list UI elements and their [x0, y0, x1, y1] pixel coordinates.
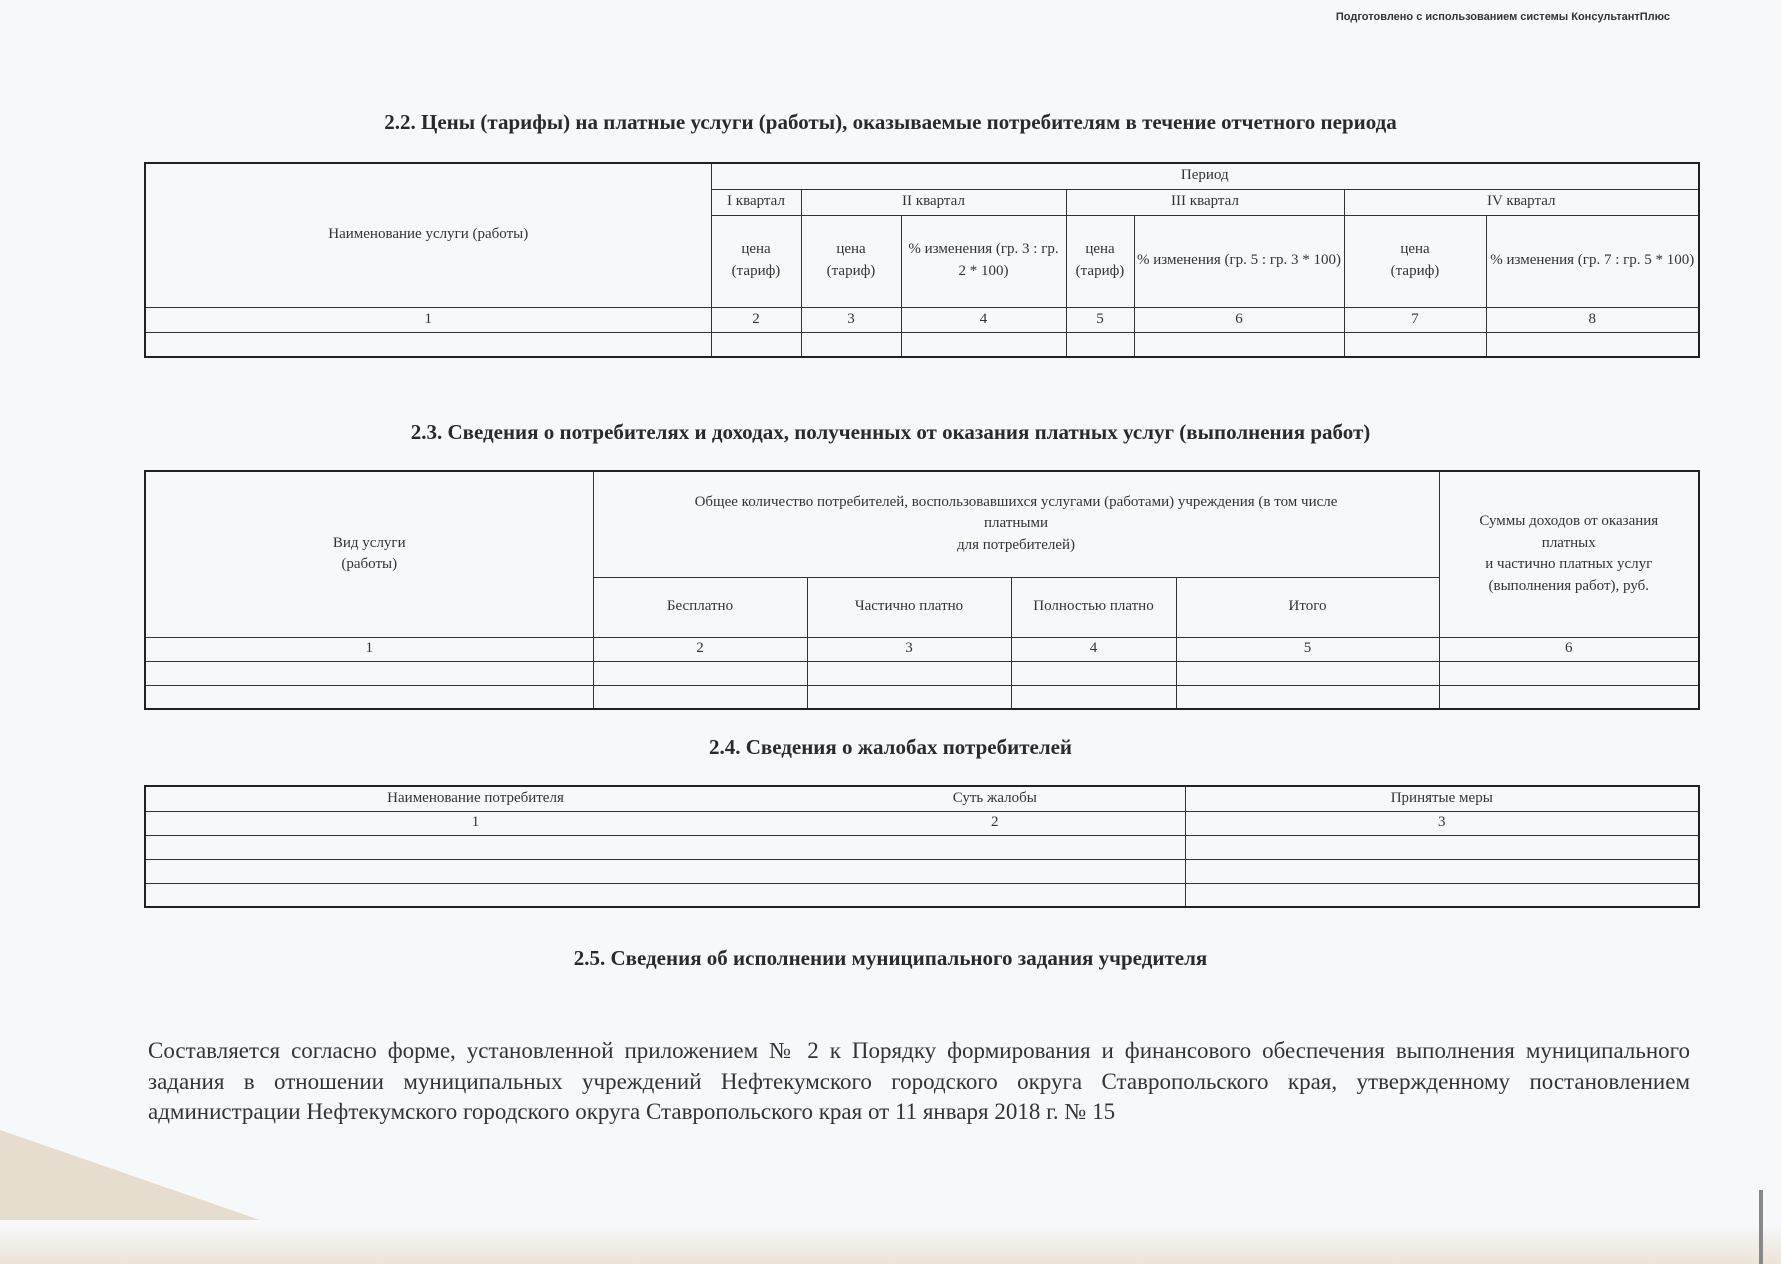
free-header: Бесплатно	[593, 577, 807, 637]
income-header	[1439, 471, 1699, 637]
empty-cell	[593, 661, 807, 685]
page-edge-shadow	[0, 1224, 1781, 1264]
table-row	[145, 661, 1699, 685]
complaints-table	[144, 785, 1700, 908]
complaints-header-labels	[146, 788, 1185, 810]
income-header-line: и частично платных услуг	[1485, 556, 1653, 573]
header-note: Подготовлено с использованием системы КонсультантПлюс	[1335, 11, 1670, 23]
quarter-3-header: III квартал	[1066, 189, 1344, 215]
empty-cell	[1011, 661, 1176, 685]
price-q1-header	[711, 215, 801, 307]
table-row	[145, 685, 1699, 709]
column-number: 1	[145, 637, 593, 661]
column-number: 2	[593, 637, 807, 661]
column-number: 4	[1011, 637, 1176, 661]
empty-cell	[801, 332, 901, 357]
period-header: Период	[711, 163, 1699, 189]
change-q4-header: % изменения (гр. 7 : гр. 5 * 100)	[1486, 215, 1699, 307]
tariff-label: (тариф)	[1390, 263, 1440, 279]
service-type-label: Вид услуги	[332, 534, 406, 551]
complaints-numbers-left	[145, 811, 1185, 835]
total-header: Итого	[1176, 577, 1439, 637]
section-2-4-title: 2.4. Сведения о жалобах потребителей	[708, 735, 1073, 759]
consumers-header-line: платными	[984, 515, 1048, 532]
empty-cell	[1185, 883, 1699, 907]
empty-cell	[711, 332, 801, 357]
empty-cell	[807, 685, 1011, 709]
column-number: 2	[711, 307, 801, 332]
tariff-label: (тариф)	[826, 263, 876, 279]
assignment-paragraph: Составляется согласно форме, установленной приложением № 2 к Порядку формирования и финансового обеспечения выполнения муниципального задания в отношении муниципальных учреждений Нефтекумского городского округа Ставропольского края, утвержденному постановлением администрации Нефтекумского городского округа Ставропольского края от 11 января 2018 г. № 15	[148, 1038, 1690, 1125]
service-type-sublabel: (работы)	[341, 556, 398, 573]
table-row	[145, 859, 1699, 883]
empty-cell	[1185, 835, 1699, 859]
column-number: 3	[807, 637, 1011, 661]
income-header-line: (выполнения работ), руб.	[1488, 578, 1650, 594]
price-label: цена	[836, 241, 866, 258]
col-service-type	[145, 471, 593, 637]
consumers-header	[593, 471, 1439, 577]
consumers-header-line: для потребителей)	[957, 537, 1076, 554]
col-service-name: Наименование услуги (работы)	[145, 163, 711, 307]
tariff-label: (тариф)	[731, 263, 781, 279]
column-number: 4	[901, 307, 1066, 332]
empty-cell	[145, 332, 711, 357]
col-consumer-name: Наименование потребителя	[387, 789, 564, 806]
empty-cell	[1344, 332, 1486, 357]
column-number: 5	[1176, 637, 1439, 661]
empty-cell	[145, 883, 1185, 907]
price-label: цена	[1085, 241, 1115, 258]
price-q3-header	[1066, 215, 1134, 307]
income-header-line: платных	[1541, 534, 1596, 551]
col-measures-taken: Принятые меры	[1185, 786, 1699, 811]
empty-cell	[145, 859, 1185, 883]
consumers-table	[144, 470, 1700, 710]
prices-table	[144, 162, 1700, 358]
complaints-header-left	[145, 786, 1185, 811]
tariff-label: (тариф)	[1075, 263, 1125, 279]
scan-edge-mark	[1759, 1190, 1763, 1264]
empty-cell	[1176, 661, 1439, 685]
column-number: 1	[471, 814, 480, 831]
section-2-5-title: 2.5. Сведения об исполнении муниципального задания учредителя	[573, 946, 1208, 970]
column-number: 1	[145, 307, 711, 332]
column-number: 6	[1439, 637, 1699, 661]
price-label: цена	[741, 241, 771, 258]
column-number: 3	[1185, 811, 1699, 835]
change-q3-header: % изменения (гр. 5 : гр. 3 * 100)	[1134, 215, 1344, 307]
empty-cell	[145, 661, 593, 685]
empty-cell	[1486, 332, 1699, 357]
empty-cell	[1185, 859, 1699, 883]
table-row	[145, 332, 1699, 357]
empty-cell	[1176, 685, 1439, 709]
empty-cell	[145, 685, 593, 709]
price-q2-header	[801, 215, 901, 307]
price-q4-header	[1344, 215, 1486, 307]
table-row	[145, 883, 1699, 907]
empty-cell	[1439, 685, 1699, 709]
column-number: 7	[1344, 307, 1486, 332]
empty-cell	[145, 835, 1185, 859]
column-number: 5	[1066, 307, 1134, 332]
column-number: 6	[1134, 307, 1344, 332]
partial-header: Частично платно	[807, 577, 1011, 637]
complaints-number-labels	[146, 812, 1185, 834]
column-numbers-row	[145, 637, 1699, 661]
empty-cell	[1011, 685, 1176, 709]
quarter-1-header: I квартал	[711, 189, 801, 215]
empty-cell	[593, 685, 807, 709]
empty-cell	[1066, 332, 1134, 357]
empty-cell	[901, 332, 1066, 357]
col-complaint-essence: Суть жалобы	[952, 789, 1037, 806]
consumers-header-line: Общее количество потребителей, воспользовавшихся услугами (работами) учреждения (в том числе	[694, 493, 1338, 510]
page-fold	[0, 1130, 260, 1220]
full-header: Полностью платно	[1011, 577, 1176, 637]
section-2-3-title: 2.3. Сведения о потребителях и доходах, полученных от оказания платных услуг (выполнения работ)	[410, 420, 1371, 444]
column-numbers-row	[145, 307, 1699, 332]
empty-cell	[1439, 661, 1699, 685]
quarter-2-header: II квартал	[801, 189, 1066, 215]
change-q2-header: % изменения (гр. 3 : гр. 2 * 100)	[901, 215, 1066, 307]
price-label: цена	[1400, 241, 1430, 258]
quarter-4-header: IV квартал	[1344, 189, 1699, 215]
column-number: 2	[991, 814, 999, 831]
section-2-2-title: 2.2. Цены (тарифы) на платные услуги (работы), оказываемые потребителям в течение отчетного периода	[384, 110, 1397, 134]
column-number: 8	[1486, 307, 1699, 332]
income-header-line: Суммы доходов от оказания	[1479, 512, 1659, 529]
table-row	[145, 835, 1699, 859]
empty-cell	[807, 661, 1011, 685]
column-number: 3	[801, 307, 901, 332]
empty-cell	[1134, 332, 1344, 357]
